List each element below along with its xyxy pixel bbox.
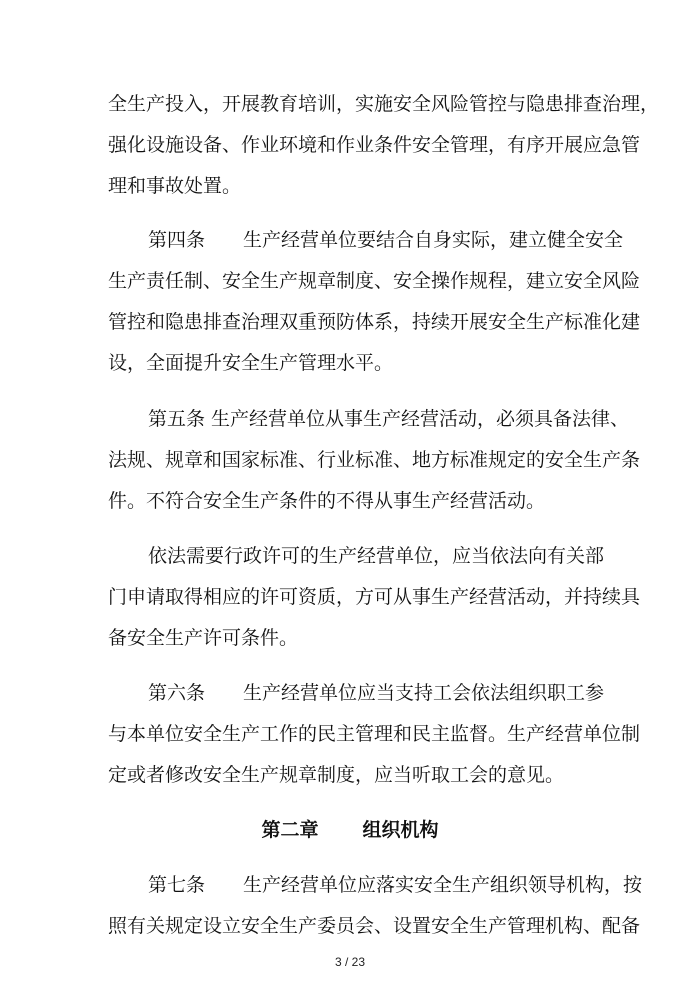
chapter-title: 组织机构 [362,819,439,841]
text-line: 法规、规章和国家标准、行业标准、地方标准规定的安全生产条 [108,449,641,471]
article-6-first-line: 第六条 生产经营单位应当支持工会依法组织职工参 [148,682,605,704]
text-line: 全生产投入，开展教育培训，实施安全风险管控与隐患排查治理， [108,93,660,115]
text-line: 设，全面提升安全生产管理水平。 [108,352,394,374]
text-line: 强化设施设备、作业环境和作业条件安全管理，有序开展应急管 [108,134,641,156]
text-line: 理和事故处置。 [108,175,242,197]
text-line: 生产责任制、安全生产规章制度、安全操作规程，建立安全风险 [108,270,641,292]
chapter-number: 第二章 [261,819,319,841]
text-line: 照有关规定设立安全生产委员会、设置安全生产管理机构、配备 [108,915,641,937]
text-line: 与本单位安全生产工作的民主管理和民主监督。生产经营单位制 [108,723,641,745]
text-line: 备安全生产许可条件。 [108,627,299,649]
text-line: 门申请取得相应的许可资质，方可从事生产经营活动，并持续具 [108,586,641,608]
chapter-heading [0,818,700,842]
page-number: 3 / 23 [334,955,366,969]
article-4-first-line: 第四条 生产经营单位要结合自身实际，建立健全安全 [148,229,624,251]
article-5-first-line: 第五条 生产经营单位从事生产经营活动，必须具备法律、 [148,408,630,430]
text-line: 件。不符合安全生产条件的不得从事生产经营活动。 [108,490,546,512]
article-7-first-line: 第七条 生产经营单位应落实安全生产组织领导机构，按 [148,874,643,896]
text-line: 管控和隐患排查治理双重预防体系，持续开展安全生产标准化建 [108,311,641,333]
paragraph-first-line: 依法需要行政许可的生产经营单位，应当依法向有关部 [148,545,605,567]
text-line: 定或者修改安全生产规章制度，应当听取工会的意见。 [108,764,565,786]
